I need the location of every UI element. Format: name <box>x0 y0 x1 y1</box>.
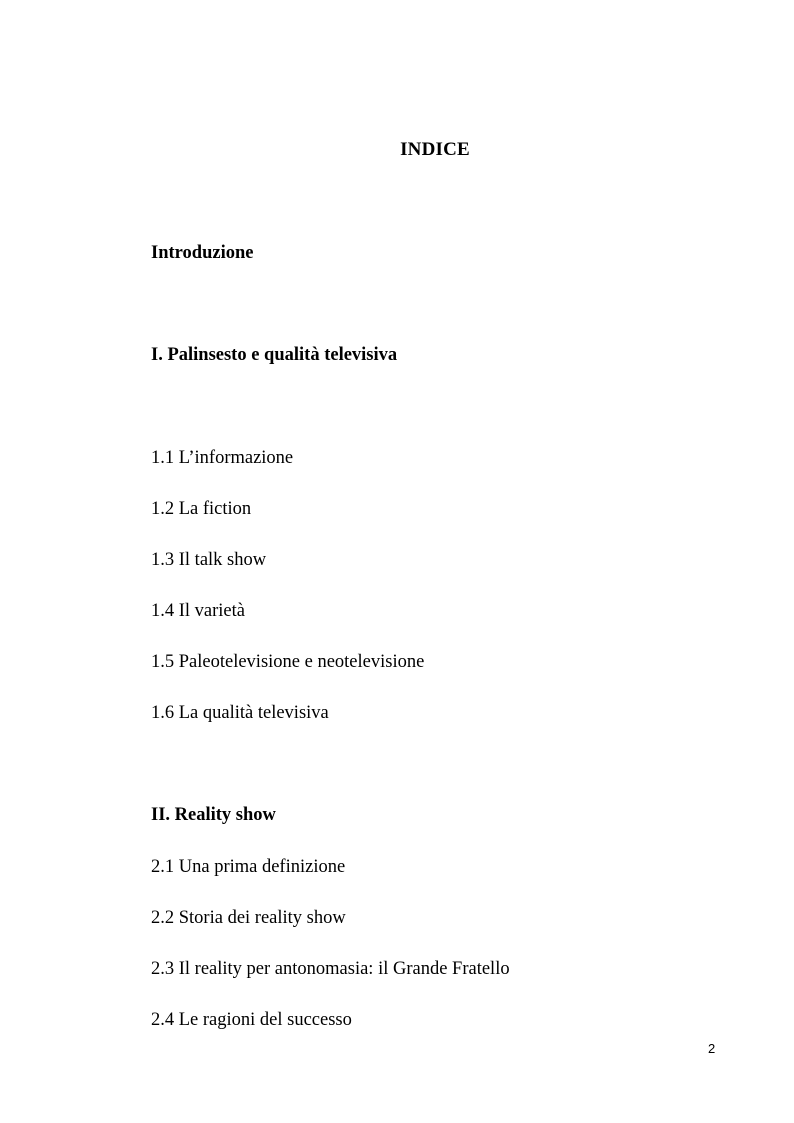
toc-section-1-6: 1.6 La qualità televisiva <box>151 703 329 723</box>
toc-section-1-1: 1.1 L’informazione <box>151 448 294 468</box>
toc-section-1-3: 1.3 Il talk show <box>151 550 267 570</box>
page-title: INDICE <box>400 139 470 160</box>
toc-section-1-5: 1.5 Paleotelevisione e neotelevisione <box>151 652 425 672</box>
page-number: 2 <box>708 1041 716 1056</box>
toc-section-2-4: 2.4 Le ragioni del successo <box>151 1010 352 1030</box>
toc-chapter-1-heading: I. Palinsesto e qualità televisiva <box>151 345 398 365</box>
toc-introduction: Introduzione <box>151 243 254 263</box>
toc-section-1-2: 1.2 La fiction <box>151 499 252 519</box>
toc-section-2-1: 2.1 Una prima definizione <box>151 857 346 877</box>
toc-chapter-2-heading: II. Reality show <box>151 805 276 825</box>
toc-section-2-2: 2.2 Storia dei reality show <box>151 908 346 928</box>
toc-section-1-4: 1.4 Il varietà <box>151 601 245 621</box>
toc-section-2-3: 2.3 Il reality per antonomasia: il Grande Fratello <box>151 959 510 979</box>
